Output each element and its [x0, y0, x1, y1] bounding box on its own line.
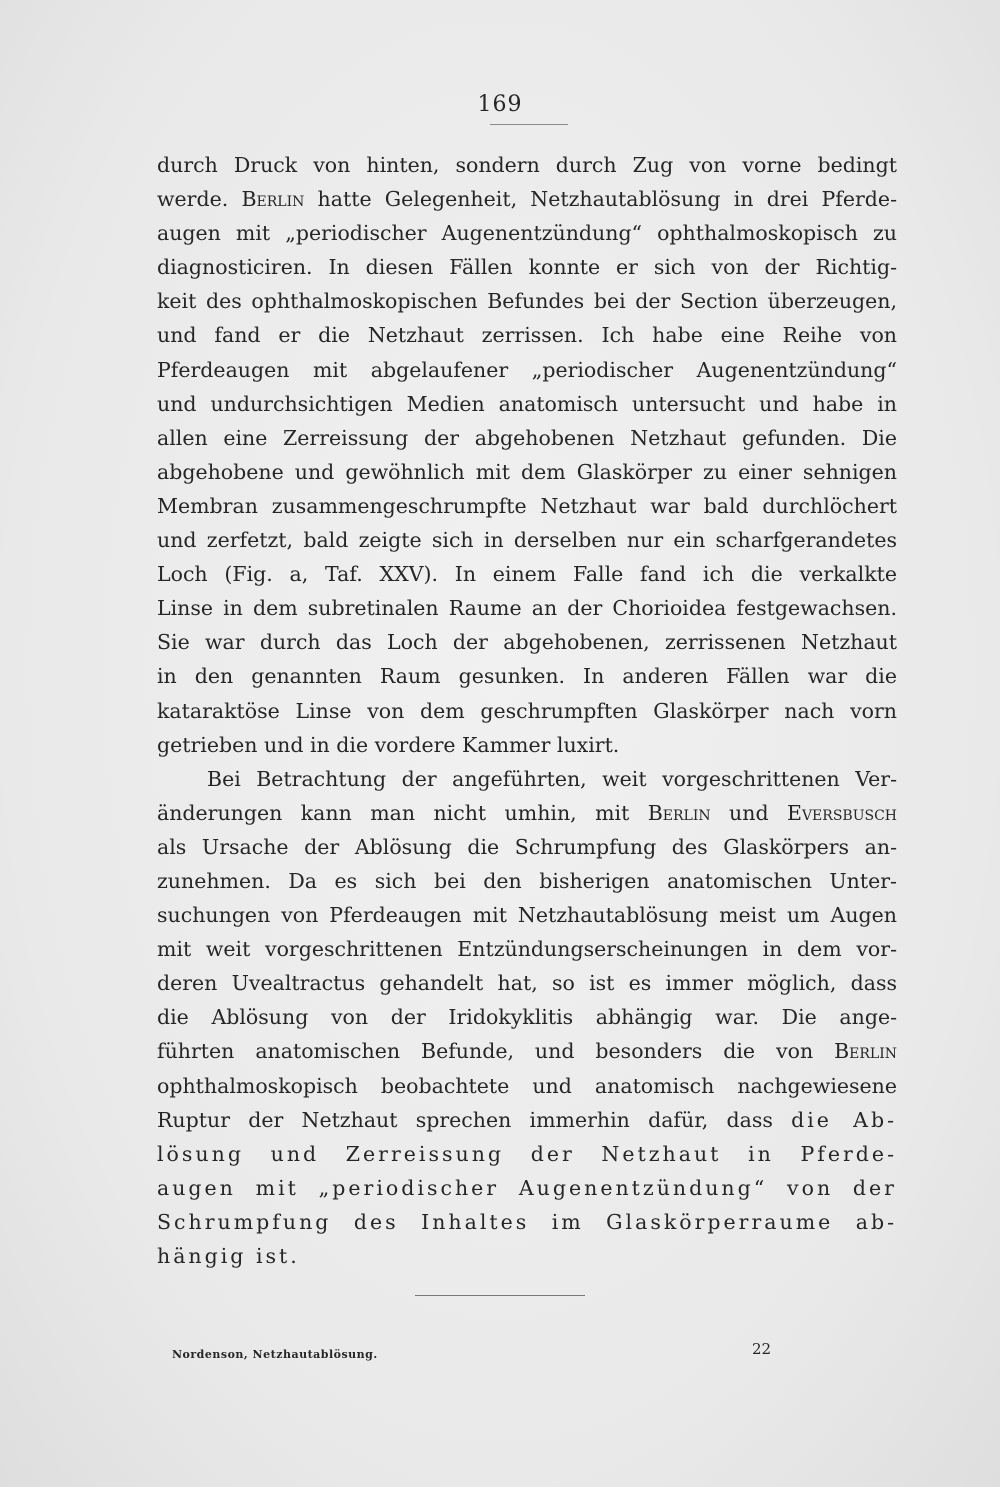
text-line — [157, 796, 897, 830]
text-run: als Ursache der Ablösung die Schrumpfung des Glaskörpers an- — [157, 834, 897, 859]
text-run: kataraktöse Linse von dem geschrumpften Glaskörper nach vorn — [157, 698, 897, 723]
text-line — [157, 250, 897, 284]
text-line — [157, 932, 897, 966]
text-run: und zerfetzt, bald zeigte sich in derselben nur ein scharfgerandetes — [157, 528, 897, 553]
text-line — [157, 216, 897, 250]
text-line — [157, 625, 897, 659]
text-line — [157, 1034, 897, 1068]
text-line — [157, 659, 897, 693]
text-line — [157, 1137, 897, 1171]
spaced-emphasis: hängig ist. — [157, 1244, 300, 1268]
text-run: Ruptur der Netzhaut sprechen immerhin dafür, dass — [157, 1107, 792, 1132]
text-run: suchungen von Pferdeaugen mit Netzhautablösung meist um Augen — [157, 903, 897, 928]
spaced-emphasis: die Ab- — [791, 1107, 897, 1132]
text-run: deren Uvealtractus gehandelt hat, so ist es immer möglich, dass — [157, 971, 897, 996]
text-run: Linse in dem subretinalen Raume an der Chorioidea festgewachsen. — [157, 596, 897, 621]
end-rule — [415, 1295, 585, 1296]
text-line — [157, 148, 897, 182]
text-line — [157, 830, 897, 864]
text-run: hatte Gelegenheit, Netzhautablösung in drei Pferde- — [304, 187, 897, 212]
text-run: zunehmen. Da es sich bei den bisherigen anatomischen Unter- — [157, 868, 897, 893]
text-run: Pferdeaugen mit abgelaufener „periodischer Augenentzündung“ — [157, 357, 897, 382]
text-run: ophthalmoskopisch beobachtete und anatomisch nachgewiesene — [157, 1073, 897, 1098]
text-run: führten anatomischen Befunde, und besonders die von — [157, 1039, 835, 1064]
text-run: keit des ophthalmoskopischen Befundes bei der Section überzeugen, — [157, 289, 897, 314]
spaced-emphasis: lösung und Zerreissung der Netzhaut in Pferde- — [157, 1141, 897, 1166]
text-line — [157, 455, 897, 489]
text-run: die Ablösung von der Iridokyklitis abhängig war. Die ange- — [157, 1005, 897, 1030]
text-run: augen mit „periodischer Augenentzündung“ ophthalmoskopisch zu — [157, 221, 897, 246]
text-line — [157, 421, 897, 455]
text-run: Loch (Fig. a, Taf. XXV). In einem Falle fand ich die verkalkte — [157, 562, 897, 587]
body-text — [157, 148, 897, 1273]
text-line — [157, 1069, 897, 1103]
text-run: in den genannten Raum gesunken. In anderen Fällen war die — [157, 664, 897, 689]
text-line — [157, 557, 897, 591]
text-run: und — [710, 800, 787, 825]
text-line — [157, 762, 897, 796]
text-run: durch Druck von hinten, sondern durch Zug von vorne bedingt — [157, 153, 897, 177]
text-run: änderungen kann man nicht umhin, mit — [157, 800, 648, 825]
page-number-rule — [490, 124, 568, 125]
text-run: und fand er die Netzhaut zerrissen. Ich habe eine Reihe von — [157, 323, 897, 348]
spaced-emphasis: Schrumpfung des Inhaltes im Glaskörperraume ab- — [157, 1209, 897, 1234]
text-line — [157, 728, 897, 762]
author-name: Berlin — [241, 187, 305, 212]
text-run: Membran zusammengeschrumpfte Netzhaut war bald durchlöchert — [157, 493, 897, 518]
text-line — [157, 1000, 897, 1034]
text-run: abgehobene und gewöhnlich mit dem Glaskörper zu einer sehnigen — [157, 459, 897, 484]
text-line — [157, 318, 897, 352]
author-name: Berlin — [647, 800, 711, 825]
text-line — [157, 694, 897, 728]
text-run: werde. — [157, 187, 242, 212]
author-name: Berlin — [834, 1039, 897, 1064]
text-line — [157, 523, 897, 557]
text-run: und undurchsichtigen Medien anatomisch untersucht und habe in — [157, 391, 897, 416]
text-line — [157, 182, 897, 216]
text-run: allen eine Zerreissung der abgehobenen Netzhaut gefunden. Die — [157, 425, 897, 450]
page-number: 169 — [477, 92, 523, 117]
spaced-emphasis: augen mit „periodischer Augenentzündung“ von der — [157, 1175, 897, 1200]
text-line — [157, 1103, 897, 1137]
text-run: mit weit vorgeschrittenen Entzündungserscheinungen in dem vor- — [157, 937, 897, 962]
text-line — [157, 1205, 897, 1239]
text-line — [157, 966, 897, 1000]
text-run: Bei Betrachtung der angeführten, weit vorgeschrittenen Ver- — [207, 766, 897, 791]
text-run: getrieben und in die vordere Kammer luxirt. — [157, 732, 620, 757]
text-line — [157, 387, 897, 421]
text-line — [157, 898, 897, 932]
text-line — [157, 1171, 897, 1205]
text-line — [157, 864, 897, 898]
footer-sheet-number: 22 — [752, 1340, 772, 1358]
footer-signature: Nordenson, Netzhautablösung. — [172, 1348, 378, 1361]
text-line — [157, 1239, 897, 1273]
text-run: Sie war durch das Loch der abgehobenen, zerrissenen Netzhaut — [157, 630, 897, 655]
text-line — [157, 591, 897, 625]
author-name: Eversbusch — [786, 800, 897, 825]
text-line — [157, 353, 897, 387]
text-run: diagnosticiren. In diesen Fällen konnte er sich von der Richtig- — [157, 255, 897, 280]
text-line — [157, 489, 897, 523]
text-line — [157, 284, 897, 318]
